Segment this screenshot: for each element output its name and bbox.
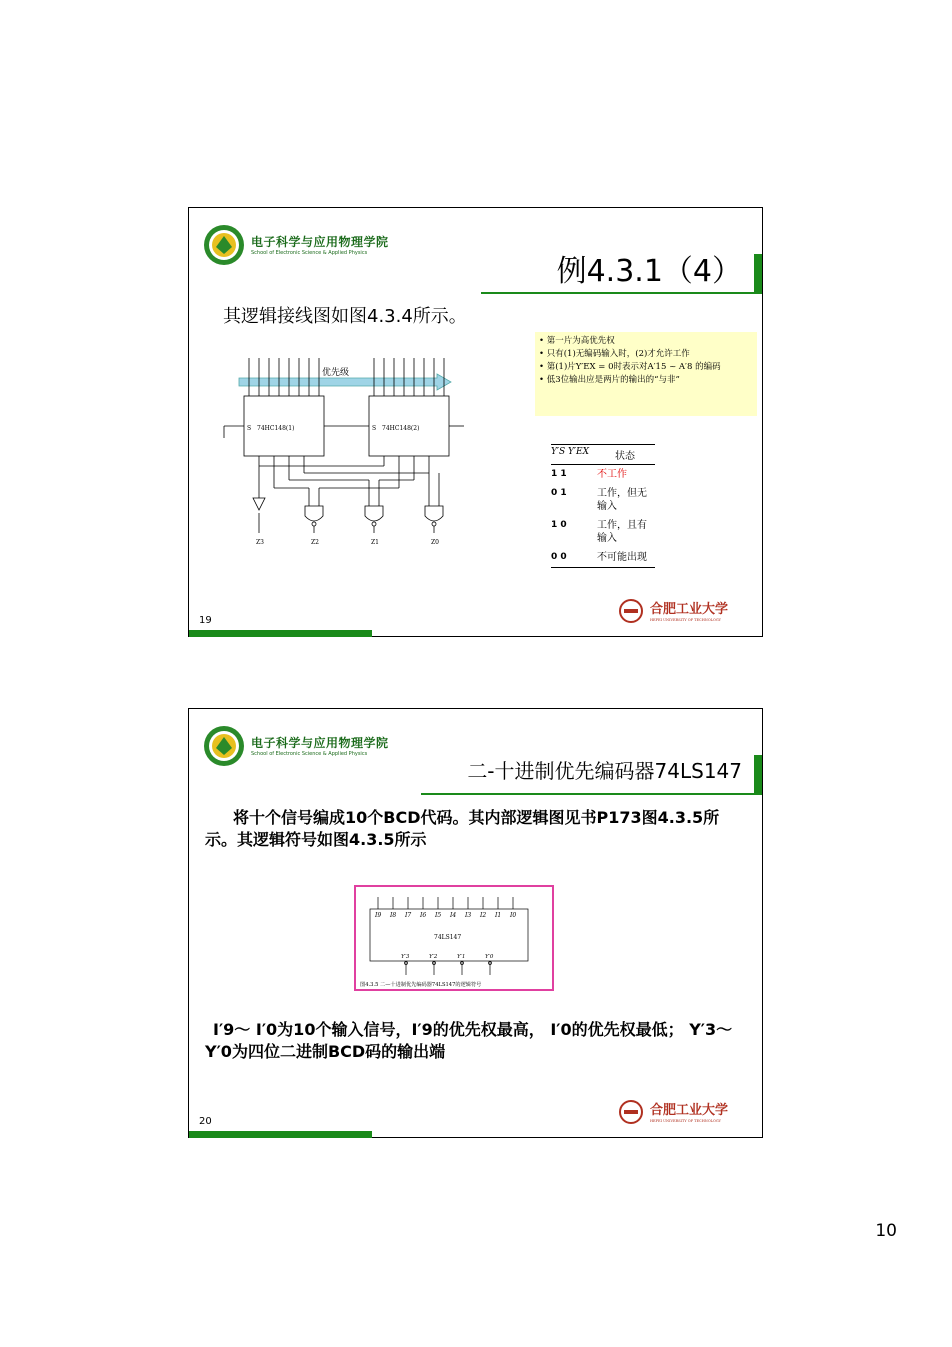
bottom-accent-bar xyxy=(189,1131,372,1138)
svg-text:合肥工业大学: 合肥工业大学 xyxy=(650,602,729,617)
paragraph-intro: 将十个信号编成10个BCD代码。其内部逻辑图见书P173图4.3.5所示。其逻辑符号如图4.3.5所示 xyxy=(205,808,720,849)
slide-number: 19 xyxy=(199,615,212,626)
table-row: 0 0 不可能出现 xyxy=(551,552,647,563)
slide-20 xyxy=(188,708,763,1138)
output-pin-label: Y′2 xyxy=(429,954,438,960)
input-pin-label: I2 xyxy=(480,912,487,919)
chip1-label: 74HC148(1) xyxy=(257,425,295,432)
university-logo-icon xyxy=(618,1099,748,1125)
title-accent-bar xyxy=(754,254,762,294)
input-pin-label: I0 xyxy=(510,912,517,919)
output-z1: Z1 xyxy=(371,539,379,546)
chip2-label: 74HC148(2) xyxy=(382,425,420,432)
svg-text:合肥工业大学: 合肥工业大学 xyxy=(650,1103,729,1118)
svg-text:S: S xyxy=(372,425,377,432)
page-number: 10 xyxy=(875,1221,897,1241)
figure-caption: 图4.3.5 二—十进制优先编码器74LS147的逻辑符号 xyxy=(360,982,482,988)
table-header: Y′S Y′EX 状态 xyxy=(551,444,655,465)
input-pin-label: I6 xyxy=(420,912,427,919)
slide-title: 二-十进制优先编码器74LS147 xyxy=(467,759,742,783)
school-name-en: School of Electronic Science & Applied Physics xyxy=(251,250,368,256)
output-pin-label: Y′3 xyxy=(401,954,410,960)
note-item: • 第(1)片Y′EX = 0时表示对A′15 ~ A′8 的编码 xyxy=(539,362,721,372)
title-accent-bar xyxy=(754,755,762,795)
university-logo-icon xyxy=(618,598,748,624)
input-pin-label: I7 xyxy=(405,912,412,919)
input-pin-label: I1 xyxy=(495,912,502,919)
output-z3: Z3 xyxy=(256,539,264,546)
note-item: • 低3位输出应是两片的输出的“与非” xyxy=(539,375,680,385)
svg-text:HEFEI UNIVERSITY OF TECHNOLOGY: HEFEI UNIVERSITY OF TECHNOLOGY xyxy=(650,618,721,622)
slide-title: 例4.3.1（4） xyxy=(556,254,742,289)
table-row: 0 1 工作，但无输入 xyxy=(551,488,647,512)
output-pin-label: Y′1 xyxy=(457,954,466,960)
school-name-cn: 电子科学与应用物理学院 xyxy=(251,736,389,750)
slide-19 xyxy=(188,207,763,637)
slide-subtitle: 其逻辑接线图如图4.3.4所示。 xyxy=(223,306,467,327)
school-name-en: School of Electronic Science & Applied Physics xyxy=(251,751,368,757)
title-underline xyxy=(421,793,762,795)
output-pin-label: Y′0 xyxy=(485,954,494,960)
school-name-cn: 电子科学与应用物理学院 xyxy=(251,235,389,249)
title-underline xyxy=(481,292,762,294)
input-pin-label: I5 xyxy=(435,912,442,919)
output-z0: Z0 xyxy=(431,539,439,546)
input-pin-label: I4 xyxy=(450,912,457,919)
school-logo-icon xyxy=(203,224,245,266)
school-logo-icon xyxy=(203,725,245,767)
note-item: • 只有(1)无编码输入时，(2)才允许工作 xyxy=(539,349,690,359)
svg-text:HEFEI UNIVERSITY OF TECHNOLOGY: HEFEI UNIVERSITY OF TECHNOLOGY xyxy=(650,1119,721,1123)
notes-box xyxy=(535,332,757,416)
figure-74ls147 xyxy=(354,885,554,991)
note-item: • 第一片为高优先权 xyxy=(539,336,615,346)
table-row: 1 0 工作，且有输入 xyxy=(551,520,647,544)
priority-label: 优先级 xyxy=(322,368,350,378)
paragraph-description: I′9～ I′0为10个输入信号，I′9的优先权最高， I′0的优先权最低； Y′3～ Y′0为四位二进制BCD码的输出端 xyxy=(205,1020,733,1061)
bottom-accent-bar xyxy=(189,630,372,637)
output-z2: Z2 xyxy=(311,539,319,546)
state-table xyxy=(551,444,655,568)
table-row: 1 1 不工作 xyxy=(551,469,627,480)
input-pin-label: I8 xyxy=(390,912,397,919)
chip-label: 74LS147 xyxy=(434,934,462,941)
slide-number: 20 xyxy=(199,1116,212,1127)
input-pin-label: I9 xyxy=(375,912,382,919)
svg-text:S: S xyxy=(247,425,252,432)
input-pin-label: I3 xyxy=(465,912,472,919)
circuit-diagram xyxy=(219,348,464,548)
